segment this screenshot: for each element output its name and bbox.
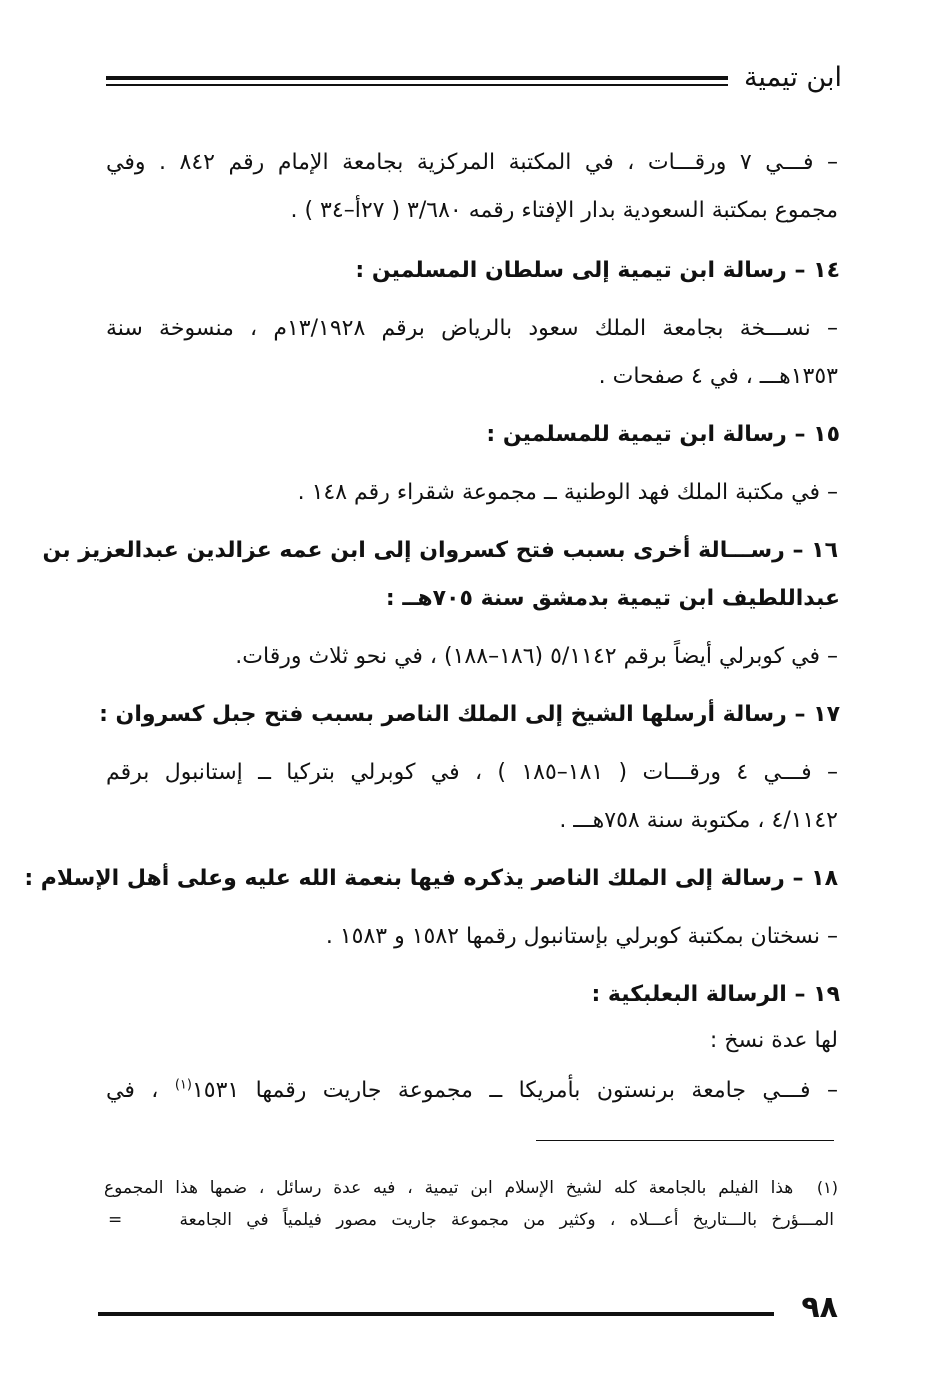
footnote-separator <box>536 1140 834 1141</box>
body-line: مجموع بمكتبة السعودية بدار الإفتاء رقمه ٣/٦٨٠ ( ٢٧أ–٣٤ ) . <box>290 198 838 223</box>
running-title: ابن تيمية <box>743 62 842 93</box>
body-line: – فـــي ٧ ورقـــات ، في المكتبة المركزية بجامعة الإمام رقم ٨٤٢ . وفي <box>106 150 838 175</box>
header-rule-thin <box>106 84 728 86</box>
body-line: ١٣٥٣هـــ ، في ٤ صفحات . <box>598 364 838 389</box>
body-line: – نســـخة بجامعة الملك سعود بالرياض برقم ١٣/١٩٢٨م ، منسوخة سنة <box>106 316 838 341</box>
footnote-line <box>108 1208 834 1232</box>
body-line: – في مكتبة الملك فهد الوطنية ــ مجموعة شقراء رقم ١٤٨ . <box>297 480 838 505</box>
footer-rule <box>98 1312 774 1316</box>
footnote-line <box>104 1176 838 1200</box>
section-heading-14: ١٤ – رسالة ابن تيمية إلى سلطان المسلمين : <box>355 258 840 283</box>
footnote-marker: (١) <box>816 1178 838 1197</box>
body-line: – فـــي ٤ ورقـــات ( ١٨١–١٨٥ ) ، في كوبرلي بتركيا ــ إستانبول برقم <box>106 760 839 785</box>
section-heading-16: ١٦ – رســـالة أخرى بسبب فتح كسروان إلى ابن عمه عزالدين عبدالعزيز بن <box>42 538 838 563</box>
body-line-with-footnote-ref <box>106 1076 838 1106</box>
section-heading-15: ١٥ – رسالة ابن تيمية للمسلمين : <box>486 422 840 447</box>
footnote-continuation: = <box>108 1210 123 1230</box>
footnote-text: المـــؤرخ بالـــتاريخ أعـــلاه ، وكثير من مجموعة جاريت مصور فيلمياً في الجامعة <box>179 1210 834 1230</box>
body-line: – في كوبرلي أيضاً برقم ٥/١١٤٢ (١٨٦–١٨٨) ، في نحو ثلاث ورقات. <box>235 644 838 669</box>
body-line: لها عدة نسخ : <box>709 1028 838 1053</box>
body-text: – فـــي جامعة برنستون بأمريكا ــ مجموعة جاريت رقمها ١٥٣١ <box>191 1078 838 1103</box>
section-heading-16-cont: عبداللطيف ابن تيمية بدمشق سنة ٧٠٥هــ : <box>385 586 840 611</box>
body-line: – نسختان بمكتبة كوبرلي بإستانبول رقمها ١٥٨٢ و ١٥٨٣ . <box>325 924 838 949</box>
section-heading-17: ١٧ – رسالة أرسلها الشيخ إلى الملك الناصر بسبب فتح جبل كسروان : <box>99 702 840 727</box>
header-rule-thick <box>106 76 728 80</box>
section-heading-18: ١٨ – رسالة إلى الملك الناصر يذكره فيها بنعمة الله عليه وعلى أهل الإسلام : <box>24 866 838 891</box>
section-heading-19: ١٩ – الرسالة البعلبكية : <box>591 982 840 1007</box>
body-text-tail: ، في <box>106 1078 175 1103</box>
footnote-reference: (١) <box>174 1077 192 1093</box>
footnote-text: هذا الفيلم بالجامعة كله لشيخ الإسلام ابن تيمية ، فيه عدة رسائل ، ضمها هذا المجموع <box>104 1178 794 1198</box>
page-number: ٩٨ <box>801 1290 838 1325</box>
body-line: ٤/١١٤٢ ، مكتوبة سنة ٧٥٨هـــ . <box>559 808 838 833</box>
